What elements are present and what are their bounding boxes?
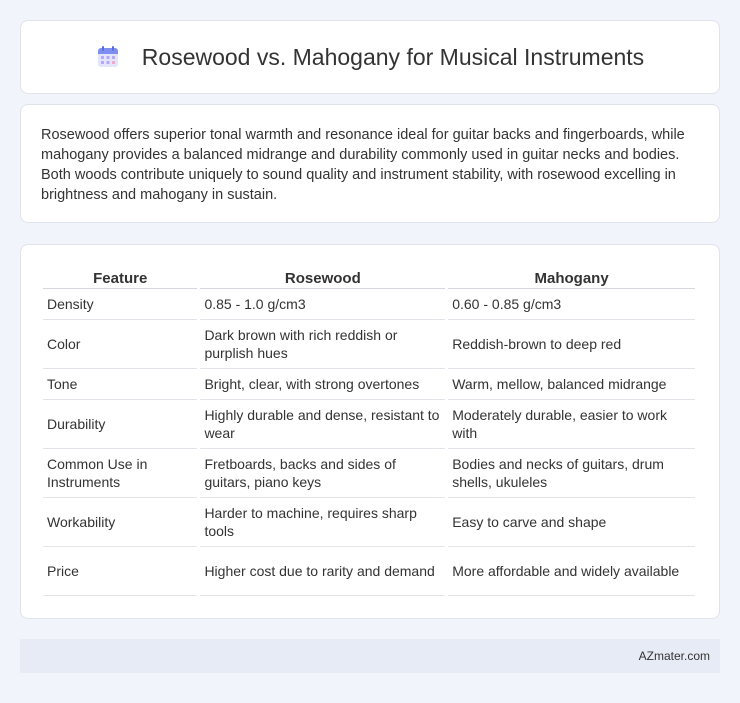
- rosewood-cell: Fretboards, backs and sides of guitars, piano keys: [200, 449, 445, 498]
- feature-cell: Price: [43, 547, 197, 596]
- footer-site-link[interactable]: AZmater.com: [638, 649, 710, 663]
- mahogany-cell: More affordable and widely available: [448, 547, 695, 596]
- rosewood-cell: Dark brown with rich reddish or purplish hues: [200, 320, 445, 369]
- table-row: [43, 369, 695, 400]
- mahogany-cell: 0.60 - 0.85 g/cm3: [448, 289, 695, 320]
- page-title: Rosewood vs. Mahogany for Musical Instruments: [141, 43, 645, 70]
- mahogany-cell: Reddish-brown to deep red: [448, 320, 695, 369]
- title-card: [20, 20, 720, 94]
- rosewood-cell: Bright, clear, with strong overtones: [200, 369, 445, 400]
- table-row: [43, 498, 695, 547]
- header-mahogany: Mahogany: [448, 265, 695, 289]
- calendar-icon: [96, 45, 120, 69]
- rosewood-cell: Harder to machine, requires sharp tools: [200, 498, 445, 547]
- summary-text: Rosewood offers superior tonal warmth and resonance ideal for guitar backs and fingerboards, while mahogany provides a balanced midrange and durability commonly used in guitar necks and bodies. Both woods contribute uniquely to sound quality and instrument stability, with rosewood excelling in brightness and mahogany in sustain.: [41, 127, 685, 203]
- header-rosewood: Rosewood: [200, 265, 445, 289]
- table-row: [43, 449, 695, 498]
- rosewood-cell: 0.85 - 1.0 g/cm3: [200, 289, 445, 320]
- rosewood-cell: Highly durable and dense, resistant to wear: [200, 400, 445, 449]
- footer: [20, 639, 720, 673]
- header-feature: Feature: [43, 265, 197, 289]
- feature-cell: Common Use in Instruments: [43, 449, 197, 498]
- mahogany-cell: Bodies and necks of guitars, drum shells, ukuleles: [448, 449, 695, 498]
- mahogany-cell: Moderately durable, easier to work with: [448, 400, 695, 449]
- table-row: [43, 400, 695, 449]
- table-row: [43, 547, 695, 596]
- rosewood-cell: Higher cost due to rarity and demand: [200, 547, 445, 596]
- table-row: [43, 320, 695, 369]
- feature-cell: Color: [43, 320, 197, 369]
- table-header-row: [43, 265, 695, 289]
- table-row: [43, 289, 695, 320]
- mahogany-cell: Warm, mellow, balanced midrange: [448, 369, 695, 400]
- feature-cell: Tone: [43, 369, 197, 400]
- comparison-table: [40, 265, 698, 596]
- feature-cell: Durability: [43, 400, 197, 449]
- mahogany-cell: Easy to carve and shape: [448, 498, 695, 547]
- comparison-table-card: [20, 244, 720, 619]
- feature-cell: Workability: [43, 498, 197, 547]
- summary-card: [20, 104, 720, 223]
- feature-cell: Density: [43, 289, 197, 320]
